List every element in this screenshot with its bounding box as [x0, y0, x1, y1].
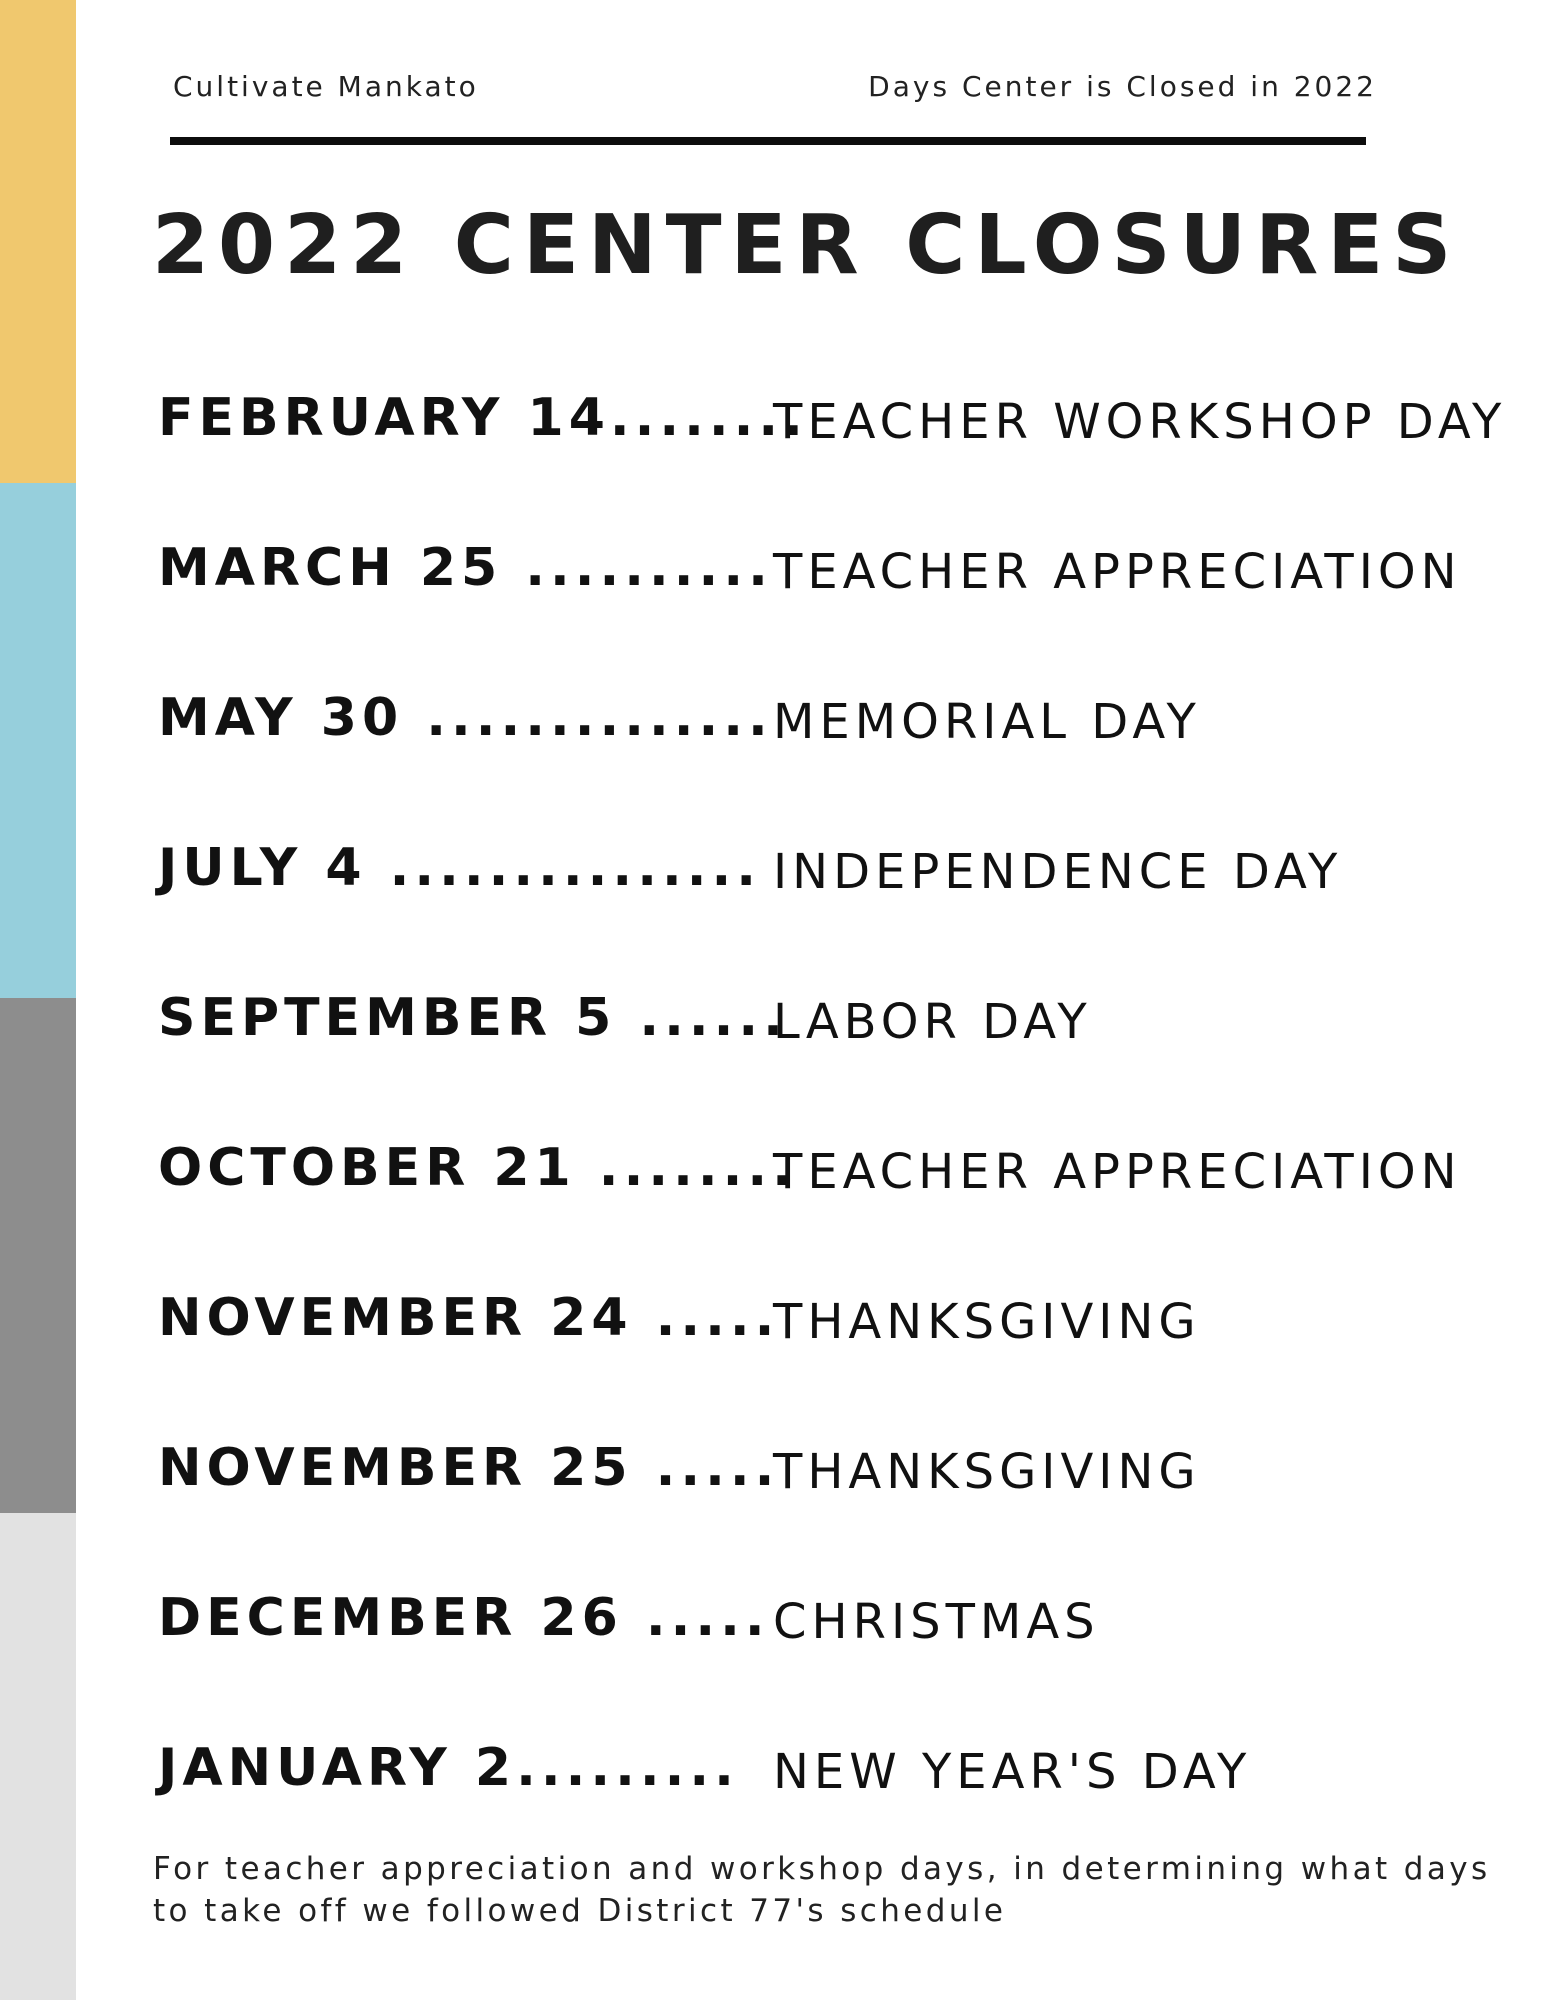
closure-reason: THANKSGIVING — [773, 1444, 1201, 1500]
closure-date: JULY 4 ............... — [158, 838, 761, 898]
closure-date: MAY 30 .............. — [158, 688, 773, 748]
closure-date: JANUARY 2......... — [158, 1738, 739, 1798]
closure-date: FEBRUARY 14........ — [158, 388, 808, 448]
closure-date: OCTOBER 21 ........ — [158, 1138, 797, 1198]
page-title: 2022 CENTER CLOSURES — [152, 198, 1461, 293]
organization-name: Cultivate Mankato — [173, 70, 479, 103]
closure-row — [0, 688, 1545, 768]
closure-row — [0, 838, 1545, 918]
closure-row — [0, 988, 1545, 1068]
closure-row — [0, 1738, 1545, 1818]
closure-reason: TEACHER APPRECIATION — [773, 1144, 1462, 1200]
closure-reason: LABOR DAY — [773, 994, 1092, 1050]
closure-row — [0, 1588, 1545, 1668]
closure-date: NOVEMBER 24 ..... — [158, 1288, 780, 1348]
closure-date: NOVEMBER 25 ..... — [158, 1438, 780, 1498]
closure-date: DECEMBER 26 ..... — [158, 1588, 770, 1648]
closure-row — [0, 1288, 1545, 1368]
closure-date: SEPTEMBER 5 ...... — [158, 988, 788, 1048]
closure-row — [0, 388, 1545, 468]
closure-reason: THANKSGIVING — [773, 1294, 1201, 1350]
closure-reason: INDEPENDENCE DAY — [773, 844, 1343, 900]
header-subtitle: Days Center is Closed in 2022 — [868, 70, 1377, 103]
closure-reason: TEACHER WORKSHOP DAY — [773, 394, 1507, 450]
closure-reason: CHRISTMAS — [773, 1594, 1100, 1650]
closure-row — [0, 538, 1545, 618]
closure-reason: TEACHER APPRECIATION — [773, 544, 1462, 600]
closure-reason: NEW YEAR'S DAY — [773, 1744, 1252, 1800]
closure-reason: MEMORIAL DAY — [773, 694, 1201, 750]
closure-row — [0, 1138, 1545, 1218]
footnote: For teacher appreciation and workshop days, in determining what days to take off we followed District 77's schedule — [153, 1851, 1491, 1929]
closure-row — [0, 1438, 1545, 1518]
closure-date: MARCH 25 .......... — [158, 538, 773, 598]
